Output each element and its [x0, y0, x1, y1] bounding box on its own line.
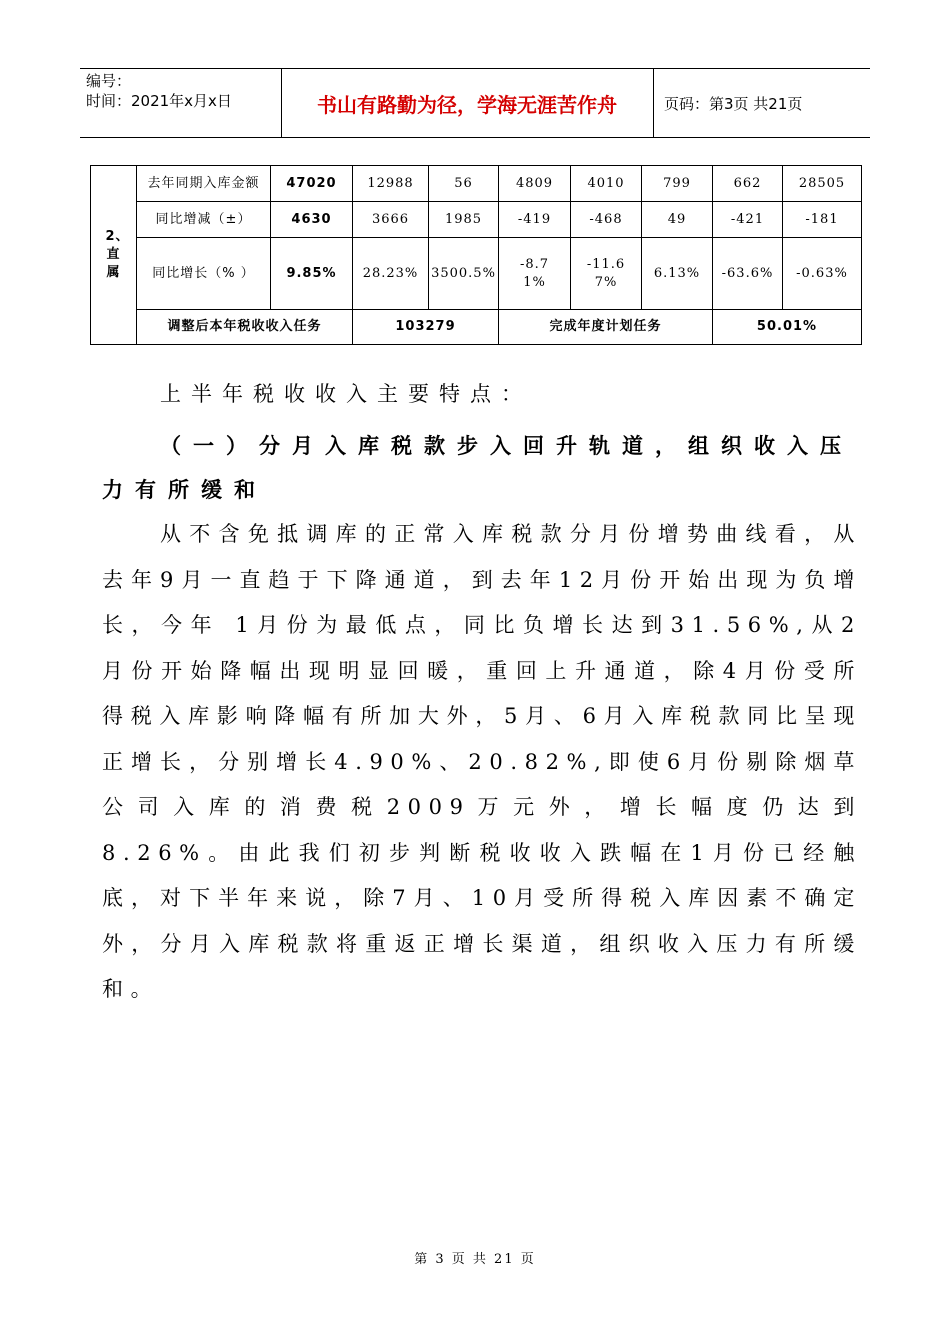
body-paragraph: 从不含免抵调库的正常入库税款分月份增势曲线看，从去年9月一直趋于下降通道，到去年12月份开始出现为负增长，今年 1月份为最低点，同比负增长达到31.56%,从2月份开始降幅出现明显回暖，重回上升通道，除4月份受所得税入库影响降幅有所加大外，5月、6月入库税款同比呈现正增长，分别增长4.90%、20.82%,即使6月份剔除烟草公司入库的消费税2009万元外，增长幅度仍达到8.26%。由此我们初步判断税收收入跌幅在1月份已经触底，对下半年来说，除7月、10月受所得税入库因素不确定外，分月入库税款将重返正增长渠道，组织收入压力有所缓和。: [102, 522, 862, 1001]
header-meta: [86, 71, 281, 111]
side-label: 2、直属: [91, 166, 137, 345]
table-cell: -181: [783, 202, 862, 238]
page-footer: 第 3 页 共 21 页: [414, 1252, 536, 1267]
row-label: 去年同期入库金额: [137, 166, 271, 202]
summary-task-value: 103279: [353, 310, 499, 345]
row-label: 同比增长（% ）: [137, 238, 271, 310]
table-cell: 1985: [429, 202, 499, 238]
page-header: [80, 68, 870, 138]
table-row: [91, 202, 862, 238]
table-cell: 4809: [499, 166, 571, 202]
summary-plan-value: 50.01%: [713, 310, 862, 345]
table-cell: 4630: [271, 202, 353, 238]
document-time-label: 时间：2021年x月x日: [86, 92, 232, 110]
table-row: [91, 166, 862, 202]
table-row: [91, 310, 862, 345]
table-row: [91, 238, 862, 310]
table-cell: 12988: [353, 166, 429, 202]
row-label: 同比增减（±）: [137, 202, 271, 238]
header-slogan: 书山有路勤为径，学海无涯苦作舟: [317, 92, 617, 117]
table-cell: -8.71%: [499, 238, 571, 310]
subsection-title: （一）分月入库税款步入回升轨道，组织收入压力有所缓和: [102, 434, 853, 502]
tax-data-table: [90, 165, 862, 345]
table-cell: -419: [499, 202, 571, 238]
summary-plan-label: 完成年度计划任务: [499, 310, 713, 345]
table-cell: 4010: [571, 166, 642, 202]
table-cell: -63.6%: [713, 238, 783, 310]
document-number-label: 编号：: [86, 72, 132, 90]
table-cell: -421: [713, 202, 783, 238]
table-cell: 28.23%: [353, 238, 429, 310]
table-cell: 49: [642, 202, 713, 238]
summary-task-label: 调整后本年税收收入任务: [137, 310, 353, 345]
table-cell: -11.67%: [571, 238, 642, 310]
header-divider: [653, 69, 654, 137]
table-cell: -468: [571, 202, 642, 238]
table-cell: 28505: [783, 166, 862, 202]
table-cell: 662: [713, 166, 783, 202]
table-cell: 6.13%: [642, 238, 713, 310]
table-cell: 799: [642, 166, 713, 202]
table-cell: 3500.5%: [429, 238, 499, 310]
table-cell: -0.63%: [783, 238, 862, 310]
table-cell: 47020: [271, 166, 353, 202]
table-cell: 9.85%: [271, 238, 353, 310]
header-page-info: 页码：第3页 共21页: [664, 94, 803, 113]
table-cell: 56: [429, 166, 499, 202]
section-title: 上半年税收收入主要特点：: [160, 382, 532, 406]
table-cell: 3666: [353, 202, 429, 238]
